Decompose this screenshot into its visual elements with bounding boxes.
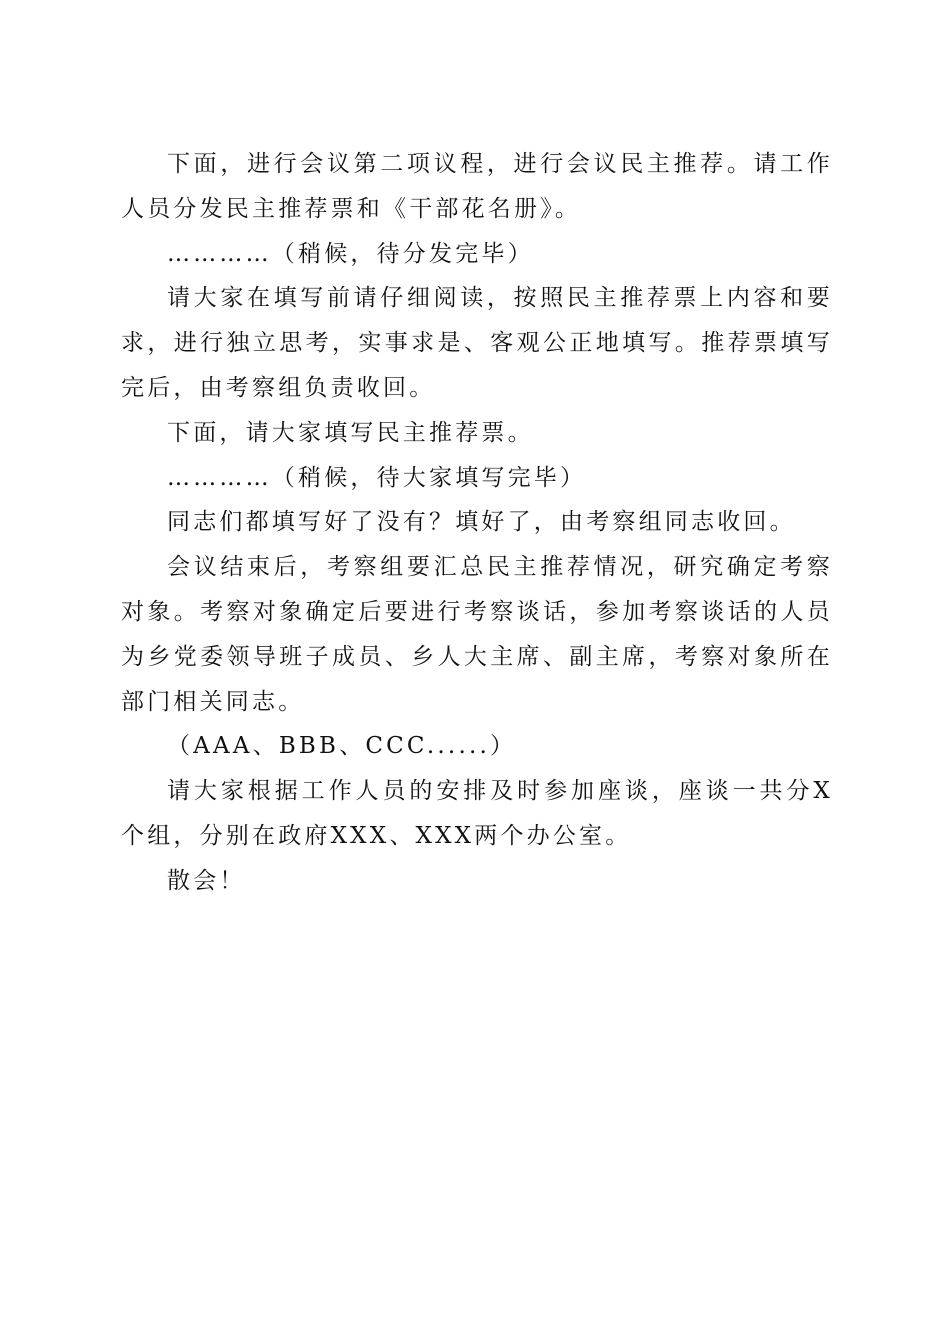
paragraph-collect-ballots: 同志们都填写好了没有？填好了，由考察组同志收回。 <box>167 509 796 536</box>
paragraph-after-meeting: 会议结束后，考察组要汇总民主推荐情况，研究确定考察对象。考察对象确定后要进行考察谈话，参加考察谈话的人员为乡党委领导班子成员、乡人大主席、副主席，考察对象所在部门相关同志。 <box>121 554 833 715</box>
document-body <box>121 142 833 904</box>
paragraph-filling-instructions: 请大家在填写前请仔细阅读，按照民主推荐票上内容和要求，进行独立思考，实事求是、客观公正地填写。推荐票填写完后，由考察组负责收回。 <box>121 285 833 401</box>
paragraph-discussion-groups: 请大家根据工作人员的安排及时参加座谈，座谈一共分X个组，分别在政府XXX、XXX两个办公室。 <box>121 778 833 849</box>
paragraph-agenda-item-two: 下面，进行会议第二项议程，进行会议民主推荐。请工作人员分发民主推荐票和《干部花名册》。 <box>121 151 833 222</box>
paragraph-participant-list: （AAA、BBB、CCC......） <box>167 733 517 760</box>
paragraph-wait-filling: …………（稍候，待大家填写完毕） <box>167 464 587 491</box>
paragraph-wait-distribution: …………（稍候，待分发完毕） <box>167 240 534 267</box>
paragraph-adjourn: 散会！ <box>167 867 246 894</box>
paragraph-start-filling: 下面，请大家填写民主推荐票。 <box>167 419 534 446</box>
